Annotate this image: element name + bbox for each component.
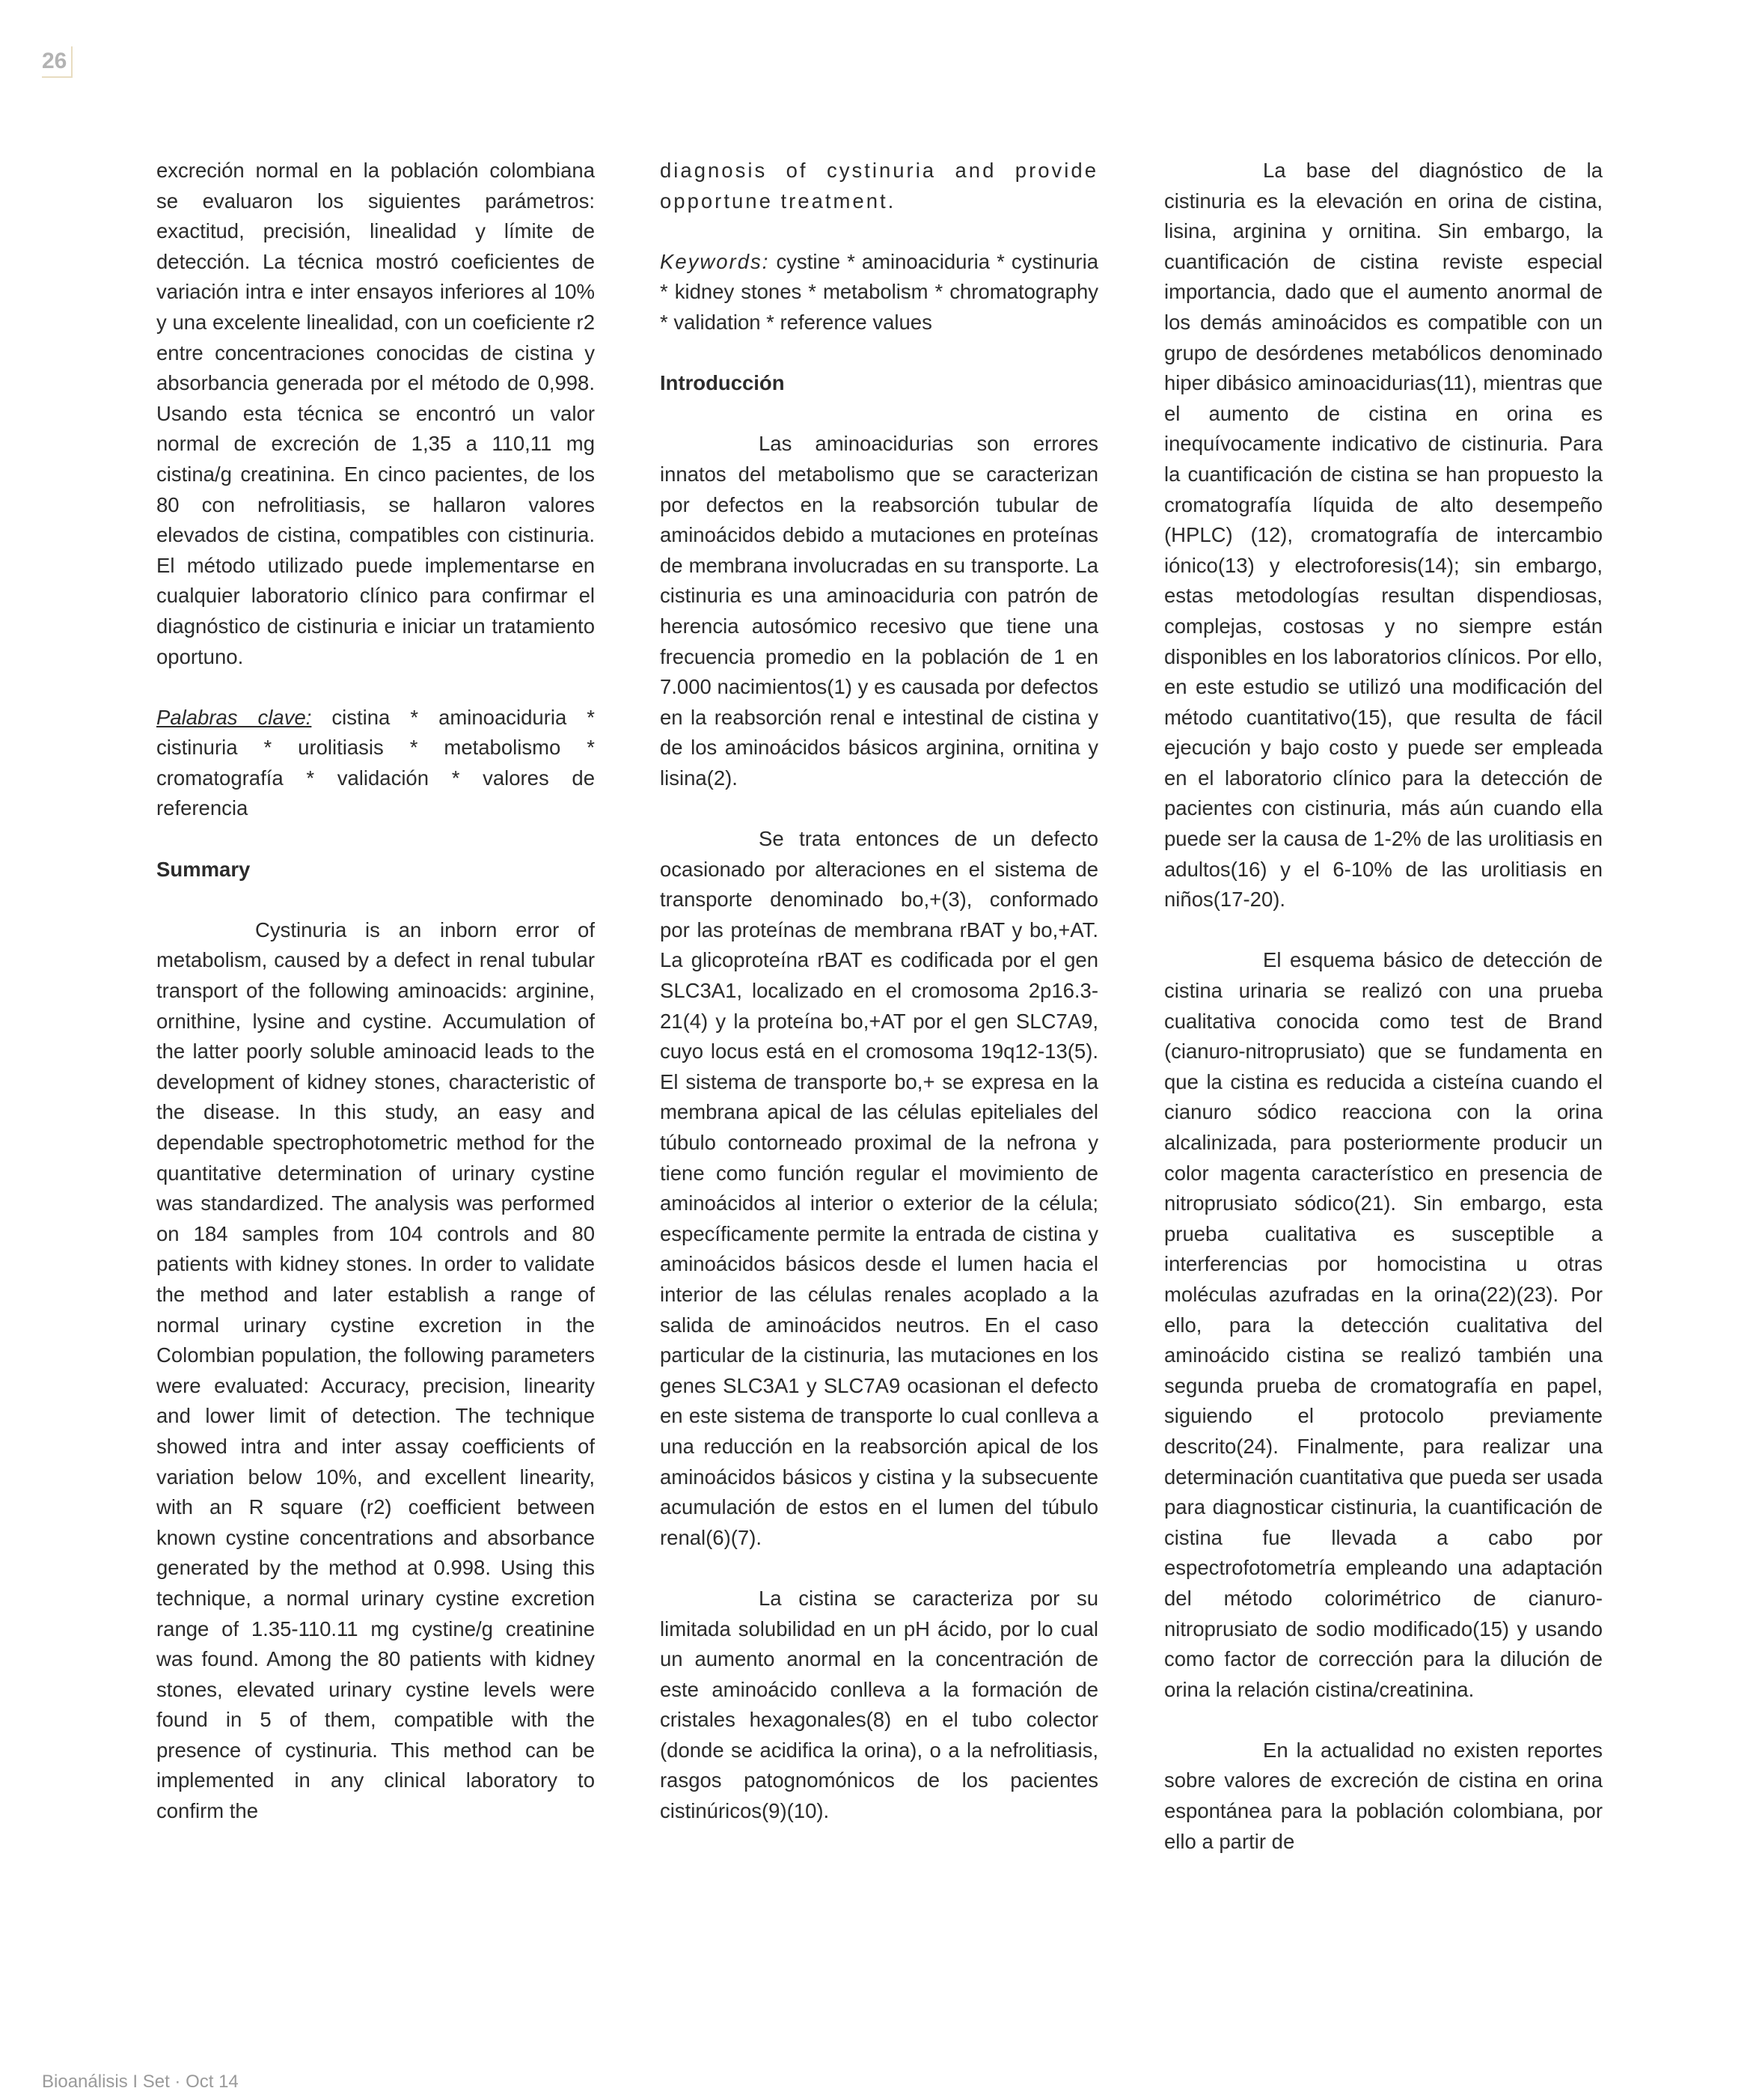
- intro-paragraph-4: La base del diagnóstico de la cistinuria es la elevación en orina de cistina, lisina, arginina y ornitina. Sin embargo, la cuantificación de cistina reviste especial importancia, dado que el aumento anormal de los demás aminoácidos es compatible con un grupo de desórdenes metabólicos denominado hiper dibásico aminoacidurias(11), mientras que el aumento de cistina en orina es inequívocamente indicativo de cistinuria. Para la cuantificación de cistina se han propuesto la cromatografía líquida de alto desempeño (HPLC) (12), cromatografía de intercambio iónico(13) y electroforesis(14); sin embargo, estas metodologías resultan dispendiosas, complejas, costosas y no siempre están disponibles en los laboratorios clínicos. Por ello, en este estudio se utilizó una modificación del método cuantitativo(15), que resulta de fácil ejecución y bajo costo y puede ser empleada en el laboratorio clínico para la detección de pacientes con cistinuria, más aún cuando ella puede ser la causa de 1-2% de las urolitiasis en adultos(16) y el 6-10% de las urolitiasis en niños(17-20).: [1164, 159, 1603, 912]
- keywords-text: cystine * aminoaciduria * cystinuria * kidney stones * metabolism * chromatography * validation * reference values: [660, 249, 1098, 334]
- summary-end: diagnosis of cystinuria and provide opportune treatment.: [660, 159, 1098, 213]
- intro-paragraph-3: La cistina se caracteriza por su limitada solubilidad en un pH ácido, por lo cual un aumento anormal en la concentración de este aminoácido conlleva a la formación de cristales hexagonales(8) en el tubo colector (donde se acidifica la orina), o a la nefrolitiasis, rasgos patognomónicos de los pacientes cistinúricos(9)(10).: [660, 1586, 1098, 1823]
- introduccion-heading: Introducción: [660, 371, 785, 395]
- column-middle: [660, 156, 1098, 1857]
- summary-heading: Summary: [156, 857, 251, 881]
- intro-paragraph-1: Las aminoacidurias son errores innatos del metabolismo que se caracterizan por defectos en la reabsorción tubular de aminoácidos debido a mutaciones en proteínas de membrana involucradas en su transporte. La cistinuria es una aminoaciduria con patrón de herencia autosómico recesivo que tiene una frecuencia promedio en la población de 1 en 7.000 nacimientos(1) y es causada por defectos en la reabsorción renal e intestinal de cistina y de los aminoácidos básicos arginina, ornitina y lisina(2).: [660, 432, 1098, 790]
- column-left: [156, 156, 595, 1857]
- column-right: [1164, 156, 1603, 1887]
- palabras-clave: [156, 703, 595, 824]
- intro-paragraph-6: En la actualidad no existen reportes sobre valores de excreción de cistina en orina espontánea para la población colombiana, por ello a partir de: [1164, 1738, 1603, 1853]
- summary-text: Cystinuria is an inborn error of metabolism, caused by a defect in renal tubular transport of the following aminoacids: arginine, ornithine, lysine and cystine. Accumulation of the latter poorly soluble aminoacid leads to the development of kidney stones, characteristic of the disease. In this study, an easy and dependable spectrophotometric method for the quantitative determination of urinary cystine was standardized. The analysis was performed on 184 samples from 104 controls and 80 patients with kidney stones. In order to validate the method and later establish a range of normal urinary cystine excretion in the Colombian population, the following parameters were evaluated: Accuracy, precision, linearity and lower limit of detection. The technique showed intra and inter assay coefficients of variation below 10%, and excellent linearity, with an R square (r2) coefficient between known cystine concentrations and absorbance generated by the method at 0.998. Using this technique, a normal urinary cystine excretion range of 1.35-110.11 mg cystine/g creatinine was found. Among the 80 patients with kidney stones, elevated urinary cystine levels were found in 5 of them, compatible with the presence of cystinuria. This method can be implemented in any clinical laboratory to confirm the: [156, 918, 595, 1823]
- page-number: 26: [42, 46, 73, 78]
- intro-paragraph-5: El esquema básico de detección de cistina urinaria se realizó con una prueba cualitativa conocida como test de Brand (cianuro-nitroprusiato) que se fundamenta en que la cistina es reducida a cisteína cuando el cianuro sódico reacciona con la orina alcalinizada, para posteriormente producir un color magenta característico en presencia de nitroprusiato sódico(21). Sin embargo, esta prueba cualitativa es susceptible a interferencias por homocistina u otras moléculas azufradas en la orina(22)(23). Por ello, para la detección cualitativa del aminoácido cistina se realizó también una segunda prueba de cromatografía en papel, siguiendo el protocolo previamente descrito(24). Finalmente, para realizar una determinación cuantitativa que pueda ser usada para diagnosticar cistinuria, la cuantificación de cistina fue llevada a cabo por espectrofotometría empleando una adaptación del método colorimétrico de cianuro-nitroprusiato de sodio modificado(15) y usando como factor de corrección para la dilución de orina la relación cistina/creatinina.: [1164, 948, 1603, 1701]
- intro-paragraph-2: Se trata entonces de un defecto ocasionado por alteraciones en el sistema de transporte denominado bo,+(3), conformado por las proteínas de membrana rBAT y bo,+AT. La glicoproteína rBAT es codificada por el gen SLC3A1, localizado en el cromosoma 2p16.3-21(4) y la proteína bo,+AT por el gen SLC7A9, cuyo locus está en el cromosoma 19q12-13(5). El sistema de transporte bo,+ se expresa en la membrana apical de las células epiteliales del túbulo contorneado proximal de la nefrona y tiene como función regular el movimiento de aminoácidos al interior o exterior de la célula; específicamente permite la entrada de cistina y aminoácidos básicos desde el lumen hacia el interior de las células renales acoplado a la salida de aminoácidos neutros. En el caso particular de la cistinuria, las mutaciones en los genes SLC3A1 y SLC7A9 ocasionan el defecto en este sistema de transporte lo cual conlleva a una reducción en la reabsorción apical de los aminoácidos básicos y cistina y la subsecuente acumulación de estos en el lumen del túbulo renal(6)(7).: [660, 827, 1098, 1549]
- journal-footer: Bioanálisis I Set · Oct 14: [42, 2072, 239, 2092]
- abstract-spanish-end: excreción normal en la población colombiana se evaluaron los siguientes parámetros: exactitud, precisión, linealidad y límite de detección. La técnica mostró coeficientes de variación intra e inter ensayos inferiores al 10% y una excelente linealidad, con un coeficiente r2 entre concentraciones conocidas de cistina y absorbancia generada por el método de 0,998. Usando esta técnica se encontró un valor normal de excreción de 1,35 a 110,11 mg cistina/g creatinina. En cinco pacientes, de los 80 con nefrolitiasis, se hallaron valores elevados de cistina, compatibles con cistinuria. El método utilizado puede implementarse en cualquier laboratorio clínico para confirmar el diagnóstico de cistinuria e iniciar un tratamiento oportuno.: [156, 159, 595, 668]
- keywords: [660, 247, 1098, 338]
- palabras-clave-label: Palabras clave:: [156, 705, 312, 729]
- palabras-clave-text: cistina * aminoaciduria * cistinuria * urolitiasis * metabolismo * cromatografía * validación * valores de referencia: [156, 705, 595, 820]
- keywords-label: Keywords:: [660, 249, 770, 273]
